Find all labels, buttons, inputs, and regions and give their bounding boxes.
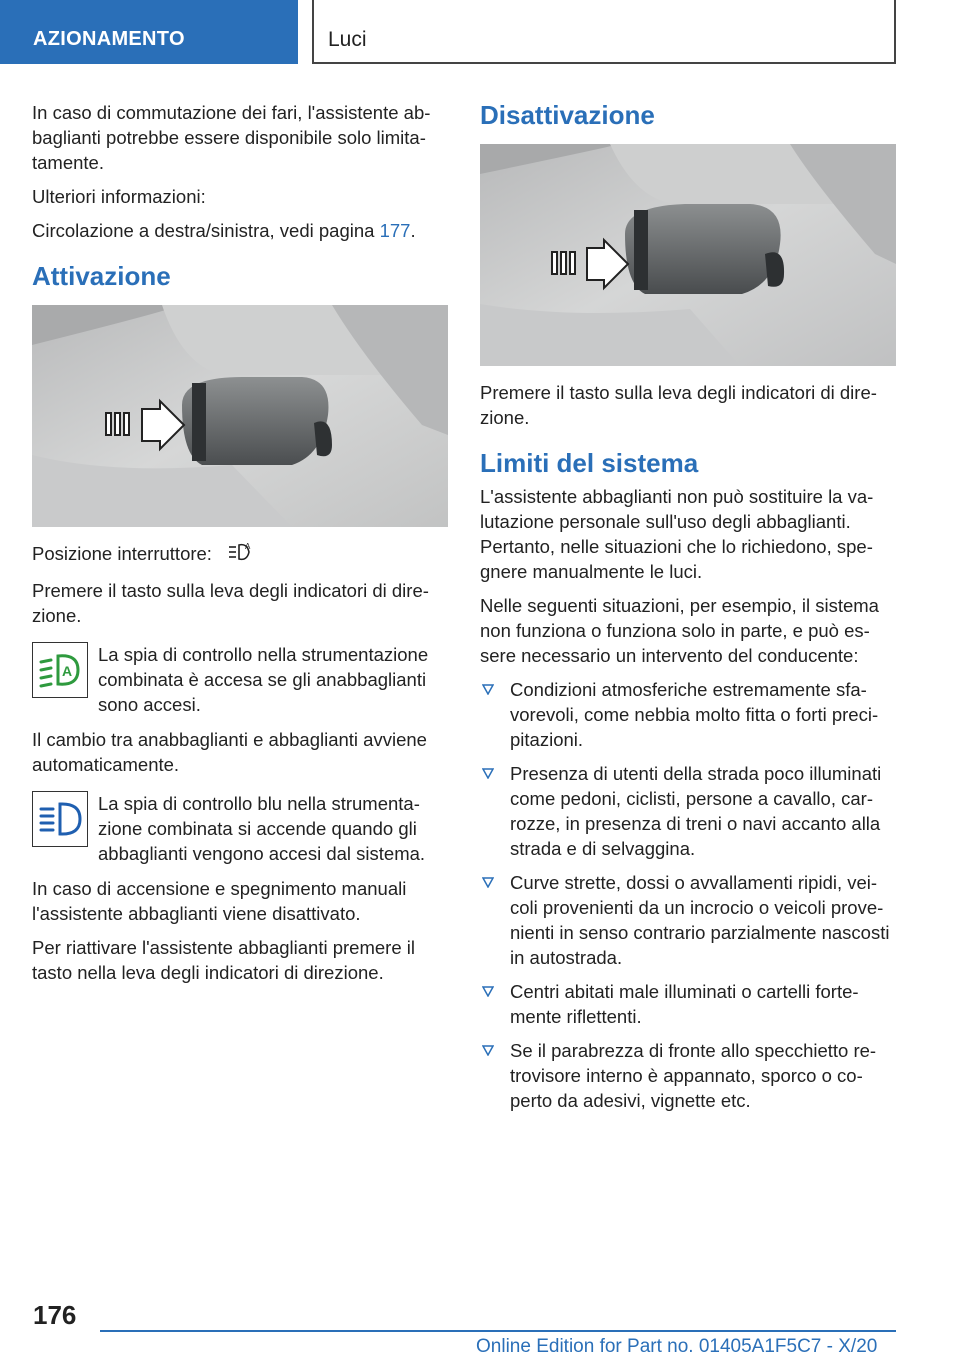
section-title: AZIONAMENTO — [33, 28, 185, 50]
list-item-text: Se il parabrezza di fronte allo specchietto retrovisore interno è appannato, sporco o coperto da adesivi, vignette etc. — [510, 1040, 877, 1111]
switch-position — [32, 541, 450, 569]
list-item — [480, 1038, 898, 1113]
lever-photo-deactivation — [480, 144, 896, 366]
list-item — [480, 677, 898, 752]
heading-deactivation: Disattivazione — [480, 100, 655, 130]
limits-paragraph-2: Nelle seguenti situazioni, per esempio, il sistema non funziona o funziona solo in parte, e può essere necessario un intervento del conducente: — [480, 595, 879, 666]
low-beam-indicator-text: La spia di controllo nella strumentazione combinata è accesa se gli anabbaglianti sono accesi. — [98, 644, 429, 716]
deactivate-instruction: Premere il tasto sulla leva degli indicatori di direzione. — [480, 382, 877, 428]
auto-headlight-icon — [227, 541, 255, 569]
high-beam-indicator-text: La spia di controllo blu nella strumentazione combinata si accende quando gli abbaglianti vengono accesi dal sistema. — [98, 793, 426, 865]
list-item-text: Curve strette, dossi o avvallamenti ripidi, veicoli provenienti da un incrocio o veicoli provenienti in senso contrario parzialmente nascosti in autostrada. — [510, 872, 890, 968]
limits-paragraph-1: L'assistente abbaglianti non può sostituire la valutazione personale sull'uso degli abbaglianti. Pertanto, nelle situazioni che lo richiedono, spegnere manualmente le luci. — [480, 486, 874, 582]
auto-switch-text: Il cambio tra anabbaglianti e abbaglianti avviene automaticamente. — [32, 729, 427, 776]
list-item-text: Presenza di utenti della strada poco illuminati come pedoni, ciclisti, persone a cavallo, carrozze, in presenza di treni o navi accanto alla strada e di selvaggina. — [510, 763, 882, 859]
reactivate-text: Per riattivare l'assistente abbaglianti premere il tasto nella leva degli indicatori di direzione. — [32, 937, 415, 984]
footer-divider — [100, 1330, 896, 1332]
page-number: 176 — [33, 1300, 77, 1330]
triangle-bullet-icon — [482, 986, 494, 997]
list-item-text: Centri abitati male illuminati o cartelli fortemente riflettenti. — [510, 981, 859, 1027]
section-tab — [0, 0, 298, 64]
limits-list — [480, 677, 898, 1113]
reference-text: Circolazione a destra/sinistra, vedi pagina — [32, 220, 375, 241]
high-beam-indicator-icon — [32, 791, 88, 847]
chapter-header — [312, 0, 896, 64]
triangle-bullet-icon — [482, 684, 494, 695]
list-item — [480, 761, 898, 861]
heading-activation: Attivazione — [32, 261, 171, 291]
chapter-title: Luci — [328, 28, 367, 51]
triangle-bullet-icon — [482, 877, 494, 888]
page-link[interactable]: 177 — [379, 220, 411, 241]
reference-end: . — [410, 220, 416, 241]
list-item-text: Condizioni atmosferiche estremamente sfavorevoli, come nebbia molto fitta o forti precipitazioni. — [510, 679, 879, 750]
manual-switch-text: In caso di accensione e spegnimento manuali l'assistente abbaglianti viene disattivato. — [32, 878, 407, 925]
svg-text:A: A — [245, 542, 251, 552]
svg-text:A: A — [62, 663, 73, 680]
low-beam-indicator-icon — [32, 642, 88, 698]
page-reference — [32, 218, 450, 243]
list-item — [480, 979, 898, 1029]
left-column — [32, 100, 450, 994]
triangle-bullet-icon — [482, 1045, 494, 1056]
more-info-label: Ulteriori informazioni: — [32, 186, 206, 207]
list-item — [480, 870, 898, 970]
switch-position-label: Posizione interruttore: — [32, 543, 212, 564]
intro-paragraph: In caso di commutazione dei fari, l'assistente abbaglianti potrebbe essere disponibile solo limitatamente. — [32, 102, 431, 173]
right-column — [480, 100, 898, 1122]
indicator-high-beam-row — [32, 791, 450, 866]
lever-photo-activation — [32, 305, 448, 527]
heading-system-limits: Limiti del sistema — [480, 448, 699, 478]
edition-footer: Online Edition for Part no. 01405A1F5C7 - X/20 — [476, 1336, 878, 1357]
press-instruction: Premere il tasto sulla leva degli indicatori di direzione. — [32, 580, 429, 627]
indicator-low-beam-row — [32, 642, 450, 717]
triangle-bullet-icon — [482, 768, 494, 779]
